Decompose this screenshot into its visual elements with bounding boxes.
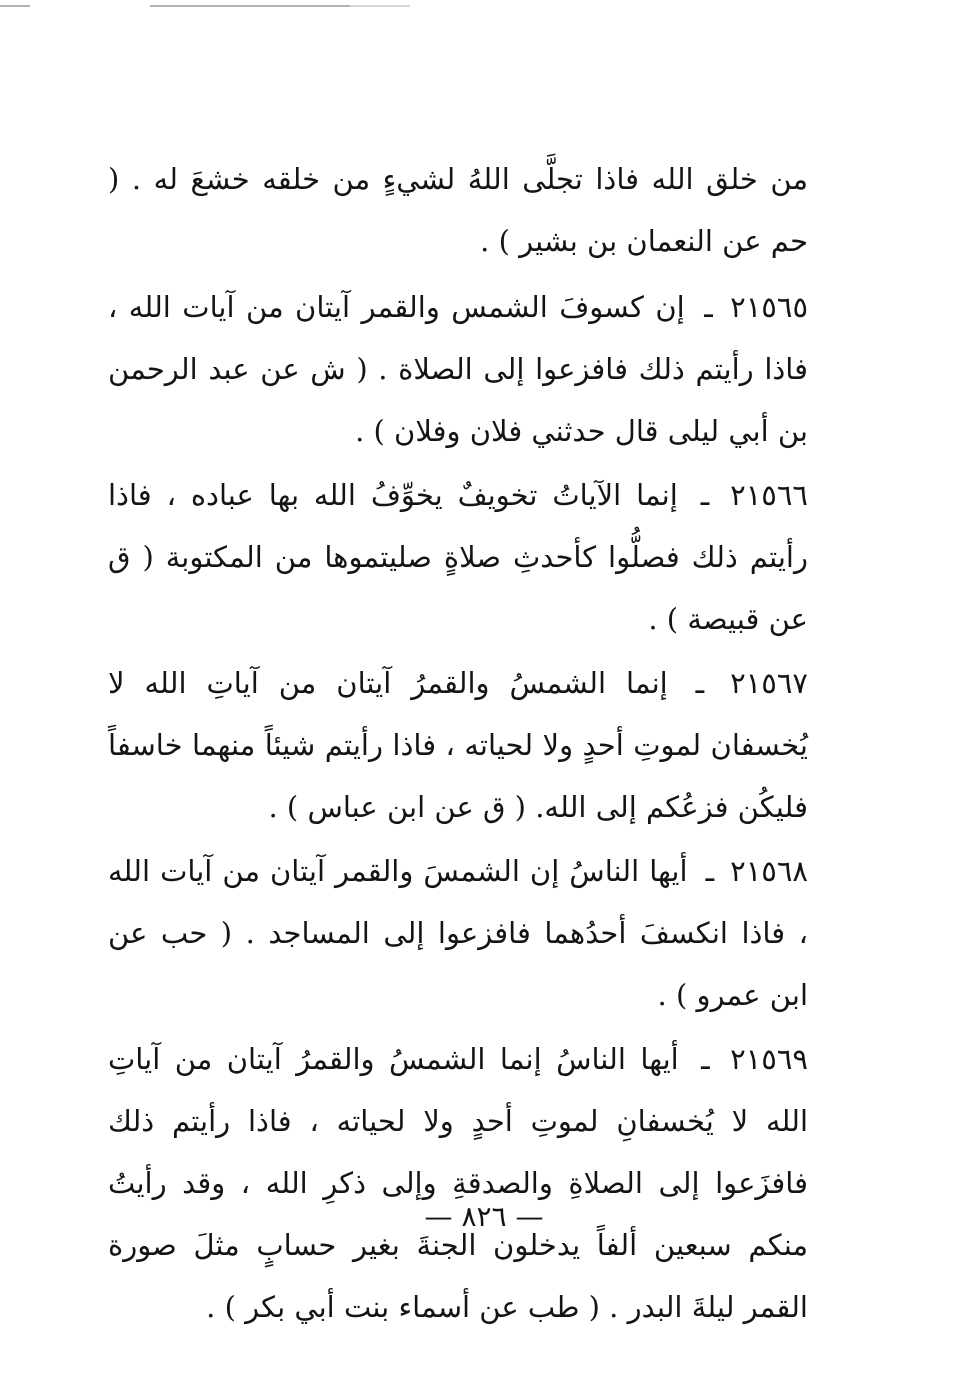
entry-dash: ـ (695, 666, 705, 700)
entry-text: أيها الناسُ إن الشمسَ والقمر آيتان من آيات الله ، فاذا انكسفَ أحدُهما فافزعوا إلى المساجد . ( حب عن ابن عمرو ) . (108, 854, 808, 1012)
entry-text: إنما الآياتُ تخويفٌ يخوِّفُ الله بها عباده ، فاذا رأيتم ذلك فصلُّوا كأحدثِ صلاةٍ صليتموها من المكتوبة ( ق عن قبيصة ) . (108, 478, 808, 636)
scan-edge-mark (150, 5, 350, 7)
hadith-entry (108, 276, 808, 462)
entry-number: ٢١٥٦٧ (730, 666, 808, 700)
entry-dash: ـ (705, 854, 715, 888)
entry-text: إنما الشمسُ والقمرُ آيتان من آياتِ الله لا يُخسفان لموتِ أحدٍ ولا لحياته ، فاذا رأيتم شيئاً منهما خاسفاً فليكُن فزعُكم إلى الله. ( ق عن ابن عباس ) . (108, 666, 808, 824)
entry-dash: ـ (701, 1042, 710, 1076)
entry-number: ٢١٥٦٩ (730, 1042, 808, 1076)
page-number: — ٨٢٦ — (424, 1200, 544, 1233)
entry-dash: ـ (704, 290, 713, 324)
hadith-entry (108, 464, 808, 650)
hadith-entry (108, 1028, 808, 1338)
scan-edge-mark (0, 5, 30, 7)
continuation-paragraph: من خلق الله فاذا تجلَّى اللهُ لشيءٍ من خلقه خشعَ له . ( حم عن النعمان بن بشير ) . (108, 162, 808, 258)
entry-number: ٢١٥٦٦ (730, 478, 809, 512)
entry-text: إن كسوفَ الشمس والقمر آيتان من آيات الله ، فاذا رأيتم ذلك فافزعوا إلى الصلاة . ( ش عن عبد الرحمن بن أبي ليلى قال حدثني فلان وفلان ) . (108, 290, 808, 448)
hadith-entry (108, 840, 808, 1026)
entry-dash: ـ (700, 478, 710, 512)
scan-edge-mark (350, 5, 410, 7)
entry-text: أيها الناسُ إنما الشمسُ والقمرُ آيتان من آياتِ الله لا يُخسفانِ لموتِ أحدٍ ولا لحياته ، فاذا رأيتم ذلك فافزَعوا إلى الصلاةِ والصدقةِ وإلى ذكرِ الله ، وقد رأيتُ منكم سبعين ألفاً يدخلون الجنةَ بغير حسابٍ مثلَ صورة القمر ليلةَ البدر . ( طب عن أسماء بنت أبي بكر ) . (108, 1042, 808, 1324)
entry-number: ٢١٥٦٨ (730, 854, 809, 888)
entry-number: ٢١٥٦٥ (730, 290, 809, 324)
hadith-entry (108, 652, 808, 838)
page-body (108, 148, 808, 1340)
